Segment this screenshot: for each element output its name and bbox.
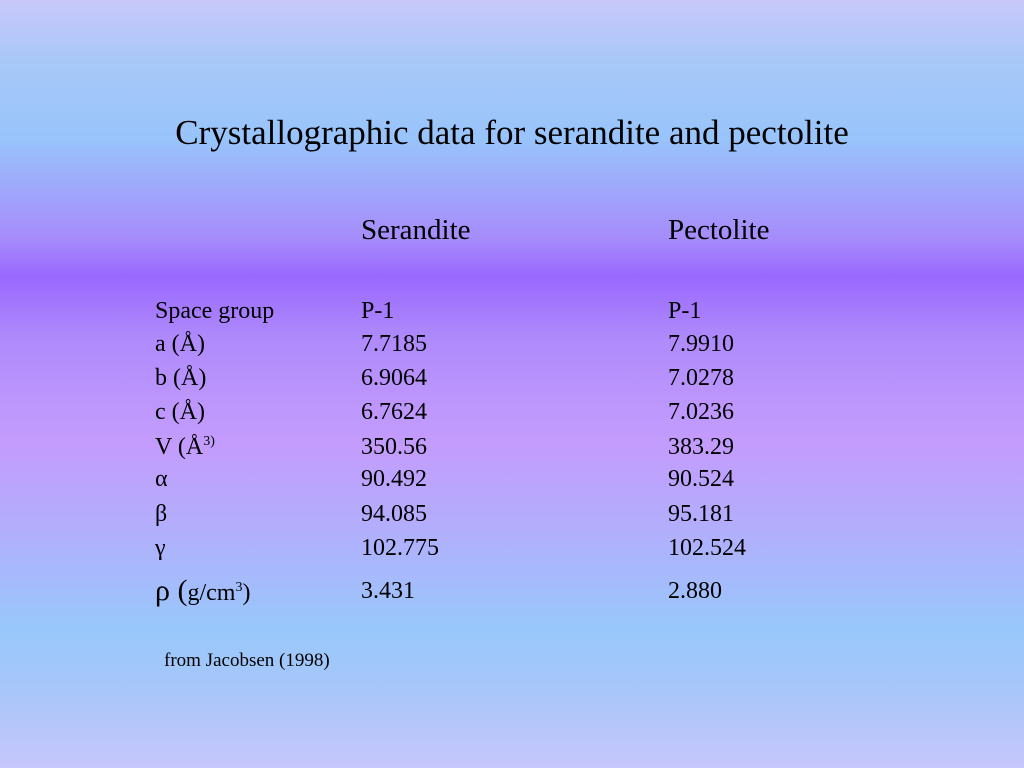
row-label: a (Å) (155, 331, 205, 357)
pectolite-value: 2.880 (668, 578, 722, 604)
pectolite-value: 95.181 (668, 501, 734, 527)
serandite-value: 350.56 (361, 434, 427, 460)
column-header-serandite: Serandite (361, 214, 471, 246)
table-row-gamma (0, 531, 1024, 565)
row-label: b (Å) (155, 365, 207, 391)
density-unit: g/cm (187, 580, 236, 606)
source-note: from Jacobsen (1998) (164, 650, 330, 671)
pectolite-value: 7.0236 (668, 399, 734, 425)
table-row-c (0, 395, 1024, 429)
table-row-space-group (0, 294, 1024, 328)
row-label (155, 430, 215, 464)
table-row-beta (0, 497, 1024, 531)
serandite-value: 90.492 (361, 466, 427, 492)
serandite-value: 3.431 (361, 578, 415, 604)
row-label (155, 574, 250, 610)
serandite-value: 102.775 (361, 535, 439, 561)
table-row-alpha (0, 462, 1024, 496)
pectolite-value: 7.0278 (668, 365, 734, 391)
pectolite-value: 90.524 (668, 466, 734, 492)
table-row-b (0, 361, 1024, 395)
density-unit-superscript: 3 (235, 580, 243, 595)
column-header-pectolite: Pectolite (668, 214, 770, 246)
volume-label-superscript: 3) (203, 434, 215, 449)
table-row-a (0, 327, 1024, 361)
pectolite-value: 7.9910 (668, 331, 734, 357)
row-label: c (Å) (155, 399, 205, 425)
serandite-value: P-1 (361, 298, 395, 324)
serandite-value: 94.085 (361, 501, 427, 527)
slide-title: Crystallographic data for serandite and pectolite (175, 113, 849, 152)
serandite-value: 6.7624 (361, 399, 427, 425)
pectolite-value: 383.29 (668, 434, 734, 460)
pectolite-value: 102.524 (668, 535, 746, 561)
serandite-value: 6.9064 (361, 365, 427, 391)
serandite-value: 7.7185 (361, 331, 427, 357)
table-row-density (0, 574, 1024, 608)
row-label: α (155, 466, 168, 492)
density-close: ) (242, 580, 251, 606)
pectolite-value: P-1 (668, 298, 702, 324)
row-label: β (155, 501, 168, 527)
volume-label-main: V (Å (155, 434, 204, 460)
density-symbol: ρ ( (155, 574, 188, 607)
row-label: Space group (155, 298, 275, 324)
row-label: γ (155, 535, 166, 561)
table-row-volume (0, 430, 1024, 464)
